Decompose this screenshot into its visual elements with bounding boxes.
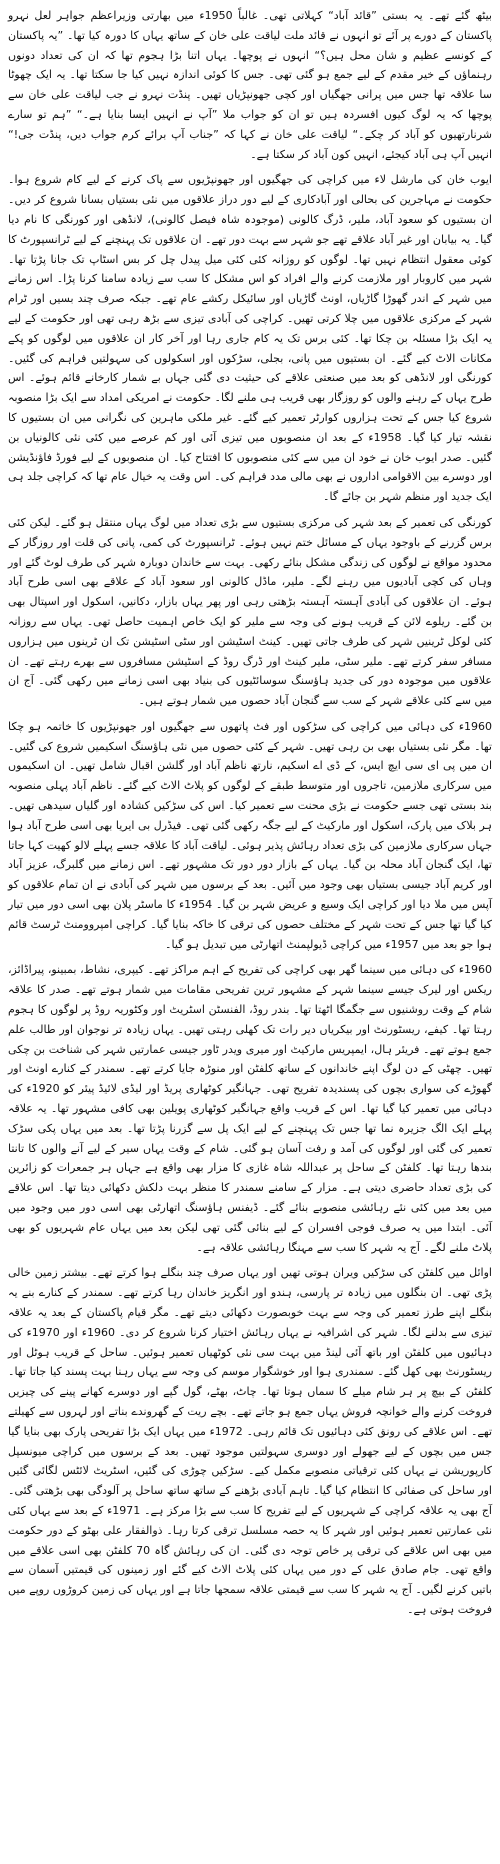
article-paragraph-2: ایوب خان کی مارشل لاء میں کراچی کی جھگیوں اور جھونپڑیوں سے پاک کرنے کے لیے کام شروع ہوا۔ حکومت نے مہاجرین کی بحالی اور آبادکاری کے لیے دور دراز علاقوں میں نئی بستیاں بسانا شروع کر دیں۔ ان بستیوں کو سعود آباد، ملیر، ڈرگ کالونی (موجودہ شاہ فیصل کالونی)، لانڈھی اور کورنگی کا نام دیا گیا۔ یہ بیابان اور غیر آباد علاقے تھے جو شہر سے بہت دور تھے۔ ان علاقوں تک پہنچنے کے لیے ٹرانسپورٹ کا کوئی معقول انتظام نہیں تھا۔ لوگوں کو روزانہ کئی کئی میل پیدل چل کر بس اسٹاپ تک جانا پڑتا تھا۔ شہر میں کاروبار اور ملازمت کرنے والے افراد کو اس مشکل کا سب سے زیادہ سامنا کرنا پڑا۔ اس زمانے میں شہر کے اندر گھوڑا گاڑیاں، اونٹ گاڑیاں اور سائیکل رکشے عام تھے۔ جبکہ صرف چند بسیں اور ٹرام شہر کے مرکزی علاقوں میں چلا کرتی تھیں۔ کراچی کی آبادی تیزی سے بڑھ رہی تھی اور حکومت کے لیے یہ ایک بڑا مسئلہ بن چکا تھا۔ کئی برس تک یہ کام جاری رہا اور آخر کار ان علاقوں میں لوگوں کو پکے مکانات الاٹ کیے گئے۔ ان بستیوں میں پانی، بجلی، سڑکوں اور اسکولوں کی سہولتیں فراہم کی گئیں۔ کورنگی اور لانڈھی کو بعد میں صنعتی علاقے کی حیثیت دی گئی جہاں بے شمار کارخانے قائم ہوئے۔ اس طرح یہاں کے رہنے والوں کو روزگار بھی قریب ہی ملنے لگا۔ حکومت نے امریکی امداد سے ایک بڑا منصوبہ شروع کیا جس کے تحت ہزاروں کوارٹر تعمیر کیے گئے۔ غیر ملکی ماہرین کی نگرانی میں ان بستیوں کا نقشہ تیار کیا گیا۔ 1958ء کے بعد ان منصوبوں میں تیزی آئی اور کم عرصے میں کئی نئی کالونیاں بن گئیں۔ صدر ایوب خان نے خود ان میں سے کئی منصوبوں کا افتتاح کیا۔ ان منصوبوں کے لیے فورڈ فاؤنڈیشن اور دوسرے بین الاقوامی اداروں نے بھی مالی مدد فراہم کی۔ اس وقت یہ خیال عام تھا کہ کراچی جلد ہی ایک جدید اور منظم شہر بن جائے گا۔ bbox=[8, 173, 492, 504]
article-paragraph-5: 1960ء کی دہائی میں سینما گھر بھی کراچی کی تفریح کے اہم مراکز تھے۔ کیپری، نشاط، بمبینو، پیراڈائز، ریکس اور لیرک جیسے سینما شہر کے مشہور ترین تفریحی مقامات میں شمار ہوتے تھے۔ صدر کا علاقہ شام کے وقت روشنیوں سے جگمگا اٹھتا تھا۔ بندر روڈ، الفنسٹن اسٹریٹ اور وکٹوریہ روڈ پر لوگوں کا ہجوم رہتا تھا۔ کیفے، ریسٹورنٹ اور بیکریاں دیر رات تک کھلی رہتی تھیں۔ یہاں زیادہ تر نوجوان اور طالب علم جمع ہوتے تھے۔ فریئر ہال، ایمپریس مارکیٹ اور میری ویدر ٹاور جیسی عمارتیں شہر کی شناخت بن چکی تھیں۔ چھٹی کے دن لوگ اپنے خاندانوں کے ساتھ کلفٹن اور منوڑہ جایا کرتے تھے۔ سمندر کے کنارے اونٹ اور گھوڑے کی سواری بچوں کی پسندیدہ تفریح تھی۔ جہانگیر کوٹھاری پریڈ اور لیڈی لائیڈ پیئر کو 1920ء کی دہائی میں تعمیر کیا گیا تھا۔ اس کے قریب واقع جہانگیر کوٹھاری پویلین بھی کافی مشہور تھا۔ یہ علاقہ پہلے ایک الگ جزیرہ نما تھا جس تک پہنچنے کے لیے ایک پل سے گزرنا پڑتا تھا۔ بعد میں یہاں پکی سڑک تعمیر کی گئی اور لوگوں کی آمد و رفت آسان ہو گئی۔ شام کے وقت یہاں سیر کے لیے آنے والوں کا تانتا بندھا رہتا تھا۔ کلفٹن کے ساحل پر عبداللہ شاہ غازی کا مزار بھی واقع ہے جہاں ہر جمعرات کو زائرین کی بڑی تعداد حاضری دیتی ہے۔ مزار کے سامنے سمندر کا منظر بہت دلکش دکھائی دیتا تھا۔ اس علاقے میں بعد میں کئی نئے رہائشی منصوبے بنائے گئے۔ ڈیفنس ہاؤسنگ اتھارٹی بھی اسی دور میں وجود میں آئی۔ ابتدا میں یہ صرف فوجی افسران کے لیے بنائی گئی تھی لیکن بعد میں یہاں عام شہریوں کو بھی پلاٹ ملنے لگے۔ آج یہ شہر کا سب سے مہنگا رہائشی علاقہ ہے۔ bbox=[8, 963, 493, 1254]
article-paragraph-1: بیٹھ گئے تھے۔ یہ بستی ”قائد آباد“ کہلاتی تھی۔ غالباً 1950ء میں بھارتی وزیراعظم جواہر لعل نہرو پاکستان کے دورے پر آئے تو انہوں نے قائد ملت لیاقت علی خان کے ساتھ یہاں کا دورہ کیا تھا۔ ”یہ پاکستان کے کونسے عظیم و شان محل ہیں؟“ انہوں نے پوچھا۔ یہاں اتنا بڑا ہجوم تھا کہ ان کی تعداد دونوں رہنماؤں کے خیر مقدم کے لیے جمع ہو گئی تھی۔ جس کا کوئی اندازہ نہیں کیا جا سکتا تھا۔ یہ ایک چھوٹا سا علاقہ تھا جس میں پرانی جھگیاں اور کچی جھونپڑیاں تھیں۔ پنڈت نہرو نے جب لیاقت علی خان سے پوچھا کہ یہ لوگ کیوں افسردہ ہیں تو ان کو جواب ملا ”آپ نے انہیں ایسا بنایا ہے۔“ ”ہم تو سارے شرنارتھیوں کو آباد کر چکے۔“ لیاقت علی خان نے کہا کہ ”جناب آپ برائے کرم جواب دیں، پنڈت جی!“ انہیں آپ ہی آباد کیجئے، انہیں کون آباد کر سکتا ہے۔ bbox=[8, 9, 492, 161]
article-paragraph-6: اوائل میں کلفٹن کی سڑکیں ویران ہوتی تھیں اور یہاں صرف چند بنگلے ہوا کرتے تھے۔ بیشتر زمین خالی پڑی تھی۔ ان بنگلوں میں زیادہ تر پارسی، ہندو اور انگریز خاندان رہا کرتے تھے۔ سمندر کے کنارے بنے یہ بنگلے اپنے طرز تعمیر کی وجہ سے بہت خوبصورت دکھائی دیتے تھے۔ مگر قیام پاکستان کے بعد یہ علاقہ تیزی سے بدلنے لگا۔ شہر کی اشرافیہ نے یہاں رہائش اختیار کرنا شروع کر دی۔ 1960ء اور 1970ء کی دہائیوں میں کلفٹن اور باتھ آئی لینڈ میں بہت سی نئی کوٹھیاں تعمیر ہوئیں۔ ساحل کے قریب ہوٹل اور ریسٹورنٹ بھی کھل گئے۔ سمندری ہوا اور خوشگوار موسم کی وجہ سے یہاں رہنا بہت پسند کیا جاتا تھا۔ کلفٹن کے بیچ پر ہر شام میلے کا سماں ہوتا تھا۔ چاٹ، بھٹے، گول گپے اور دوسرے کھانے پینے کی چیزیں فروخت کرنے والے خوانچہ فروش یہاں جمع ہو جاتے تھے۔ بچے ریت کے گھروندے بناتے اور لہروں سے کھیلتے تھے۔ اس علاقے کی رونق کئی دہائیوں تک قائم رہی۔ 1972ء میں یہاں ایک بڑا تفریحی پارک بھی بنایا گیا جس میں بچوں کے لیے جھولے اور دوسری سہولتیں موجود تھیں۔ بعد کے برسوں میں کراچی میونسپل کارپوریشن نے یہاں کئی ترقیاتی منصوبے مکمل کیے۔ سڑکیں چوڑی کی گئیں، اسٹریٹ لائٹس لگائی گئیں اور ساحل کی صفائی کا انتظام کیا گیا۔ تاہم آبادی بڑھنے کے ساتھ ساتھ ساحل پر آلودگی بھی بڑھتی گئی۔ آج بھی یہ علاقہ کراچی کے شہریوں کے لیے تفریح کا سب سے بڑا مرکز ہے۔ 1971ء کے بعد سے یہاں کئی نئی عمارتیں تعمیر ہوئیں اور شہر کا یہ حصہ مسلسل ترقی کرتا رہا۔ ذوالفقار علی بھٹو کے دور حکومت میں بھی اس علاقے کی ترقی پر خاص توجہ دی گئی۔ ان کی رہائش گاہ 70 کلفٹن بھی اسی علاقے میں واقع تھی۔ جام صادق علی کے دور میں یہاں کئی پلاٹ الاٹ کیے گئے اور زمینوں کی قیمتیں آسمان سے باتیں کرنے لگیں۔ آج یہ شہر کا سب سے قیمتی علاقہ سمجھا جاتا ہے اور یہاں کی زمین کروڑوں روپے میں فروخت ہوتی ہے۔ bbox=[8, 1266, 493, 1616]
article-paragraph-4: 1960ء کی دہائی میں کراچی کی سڑکوں اور فٹ پاتھوں سے جھگیوں اور جھونپڑیوں کا خاتمہ ہو چکا تھا۔ مگر نئی بستیاں بھی بن رہی تھیں۔ شہر کے کئی حصوں میں نئی ہاؤسنگ اسکیمیں شروع کی گئیں۔ ان میں پی ای سی ایچ ایس، کے ڈی اے اسکیم، نارتھ ناظم آباد اور گلشن اقبال شامل تھیں۔ ان اسکیموں میں سرکاری ملازمین، تاجروں اور متوسط طبقے کے لوگوں کو پلاٹ الاٹ کیے گئے۔ ناظم آباد پہلی منصوبہ بند بستی تھی جسے حکومت نے بڑی محنت سے تعمیر کیا۔ اس کی سڑکیں کشادہ اور گلیاں سیدھی تھیں۔ ہر بلاک میں پارک، اسکول اور مارکیٹ کے لیے جگہ رکھی گئی تھی۔ فیڈرل بی ایریا بھی اسی طرح آباد ہوا جہاں سرکاری ملازمین کی بڑی تعداد رہائش پذیر ہوئی۔ لیاقت آباد کا علاقہ جسے پہلے لالو کھیت کہا جاتا تھا، ایک گنجان آباد محلہ بن گیا۔ یہاں کے بازار دور دور تک مشہور تھے۔ اس زمانے میں گلبرگ، عزیز آباد اور کریم آباد جیسی بستیاں بھی وجود میں آئیں۔ بعد کے برسوں میں شہر کی آبادی نے ان تمام علاقوں کو آپس میں ملا دیا اور کراچی ایک وسیع و عریض شہر بن گیا۔ 1954ء کا ماسٹر پلان بھی اسی دور میں تیار کیا گیا تھا جس کے تحت شہر کے مختلف حصوں کی ترقی کا خاکہ بنایا گیا۔ کراچی امپروومنٹ ٹرسٹ قائم ہوا جو بعد میں 1957ء میں کراچی ڈیولپمنٹ اتھارٹی میں تبدیل ہو گیا۔ bbox=[8, 719, 492, 951]
article-paragraph-3: کورنگی کی تعمیر کے بعد شہر کی مرکزی بستیوں سے بڑی تعداد میں لوگ یہاں منتقل ہو گئے۔ لیکن کئی برس گزرنے کے باوجود یہاں کے مسائل ختم نہیں ہوئے۔ ٹرانسپورٹ کی کمی، پانی کی قلت اور روزگار کے محدود مواقع نے لوگوں کی زندگی مشکل بنائے رکھی۔ بہت سے خاندان دوبارہ شہر کی طرف لوٹ گئے اور وہاں کی کچی آبادیوں میں رہنے لگے۔ ملیر، ماڈل کالونی اور سعود آباد کے علاقے بھی اسی طرح آباد ہوئے۔ ان علاقوں کی آبادی آہستہ آہستہ بڑھتی رہی اور پھر یہاں بازار، دکانیں، اسکول اور اسپتال بھی بن گئے۔ ریلوے لائن کے قریب ہونے کی وجہ سے ملیر کو ایک خاص اہمیت حاصل تھی۔ یہاں سے روزانہ کئی لوکل ٹرینیں شہر کی طرف جاتی تھیں۔ کینٹ اسٹیشن اور سٹی اسٹیشن تک ان ٹرینوں میں ہزاروں مسافر سفر کرتے تھے۔ ملیر سٹی، ملیر کینٹ اور ڈرگ روڈ کے اسٹیشن مسافروں سے بھرے رہتے تھے۔ ان علاقوں میں موجودہ دور کی جدید ہاؤسنگ سوسائٹیوں کی بنیاد بھی اسی زمانے میں رکھی گئی۔ آج ان میں سے کئی علاقے شہر کے سب سے گنجان آباد حصوں میں شمار ہوتے ہیں۔ bbox=[8, 515, 492, 708]
